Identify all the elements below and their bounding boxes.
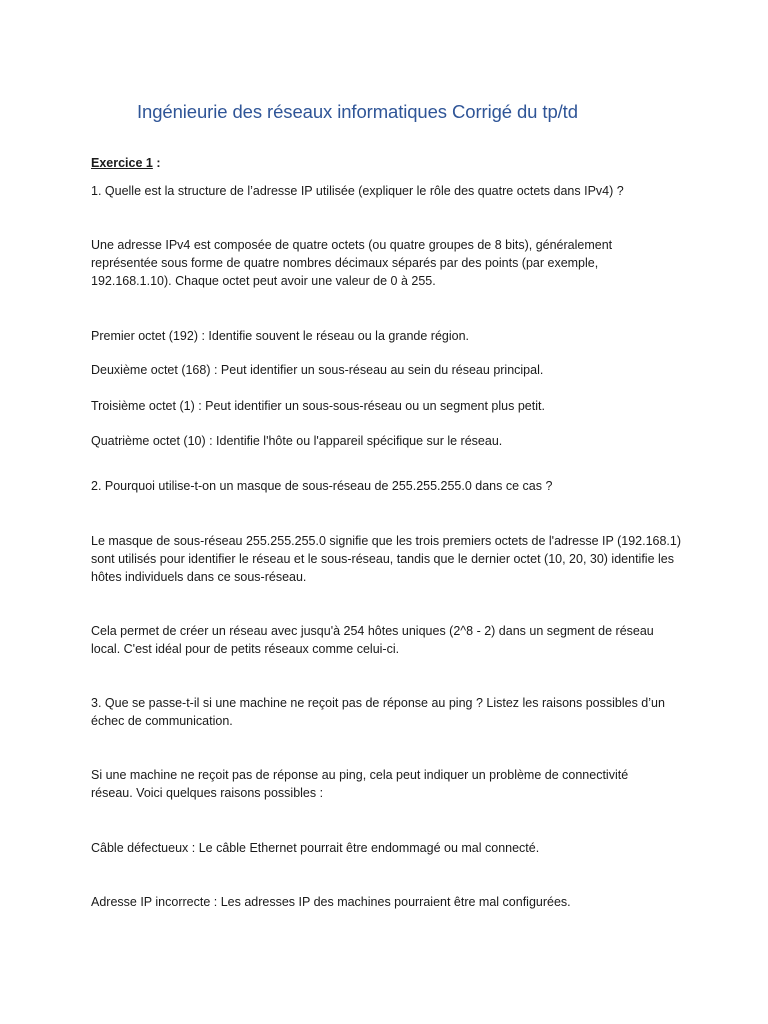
answer-1-paragraph: Une adresse IPv4 est composée de quatre octets (ou quatre groupes de 8 bits), généralement représentée sous forme de quatre nombres décimaux séparés par des points (par exemple, 192.168.1.10). Chaque octet peut avoir une valeur de 0 à 255. — [91, 238, 613, 288]
question-3: 3. Que se passe-t-il si une machine ne reçoit pas de réponse au ping ? Listez les raisons possibles d’un échec de communication. — [91, 696, 665, 728]
answer-2-paragraph: Le masque de sous-réseau 255.255.255.0 signifie que les trois premiers octets de l'adresse IP (192.168.1) sont utilisés pour identifier le réseau et le sous-réseau, tandis que le dernier octet (10, 20, 30) identifie les hôtes individuels dans ce sous-réseau. — [91, 534, 682, 584]
exercise-heading-colon: : — [152, 156, 161, 170]
reason-cable-line: Câble défectueux : Le câble Ethernet pourrait être endommagé ou mal connecté. — [91, 841, 540, 855]
reason-ip-line: Adresse IP incorrecte : Les adresses IP des machines pourraient être mal configurées. — [91, 895, 571, 909]
document-title: Ingénieurie des réseaux informatiques Corrigé du tp/td — [137, 101, 578, 122]
octet-3-line: Troisième octet (1) : Peut identifier un sous-sous-réseau ou un segment plus petit. — [91, 399, 545, 413]
octet-4-line: Quatrième octet (10) : Identifie l'hôte ou l'appareil spécifique sur le réseau. — [91, 434, 503, 448]
octet-1-line: Premier octet (192) : Identifie souvent le réseau ou la grande région. — [91, 329, 469, 343]
exercise-heading-label: Exercice 1 — [91, 156, 153, 170]
octet-2-line: Deuxième octet (168) : Peut identifier un sous-réseau au sein du réseau principal. — [91, 363, 544, 377]
answer-2-detail: Cela permet de créer un réseau avec jusqu'à 254 hôtes uniques (2^8 - 2) dans un segment de réseau local. C'est idéal pour de petits réseaux comme celui-ci. — [91, 624, 654, 656]
exercise-heading — [91, 154, 691, 172]
question-2: 2. Pourquoi utilise-t-on un masque de sous-réseau de 255.255.255.0 dans ce cas ? — [91, 479, 553, 493]
question-1: 1. Quelle est la structure de l’adresse IP utilisée (expliquer le rôle des quatre octets dans IPv4) ? — [91, 184, 624, 198]
answer-3-paragraph: Si une machine ne reçoit pas de réponse au ping, cela peut indiquer un problème de connectivité réseau. Voici quelques raisons possibles : — [91, 768, 629, 800]
